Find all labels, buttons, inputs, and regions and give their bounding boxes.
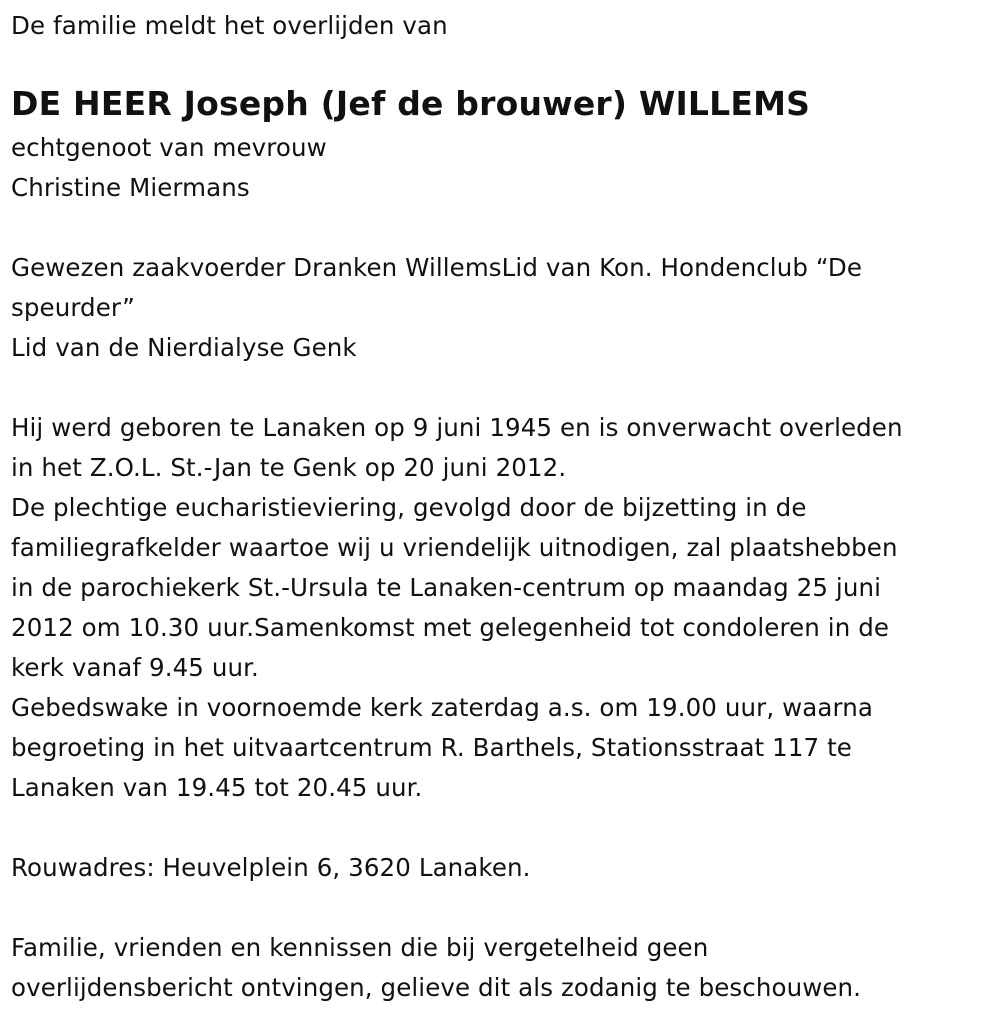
spacer: [11, 808, 988, 848]
deceased-name: DE HEER Joseph (Jef de brouwer) WILLEMS: [11, 84, 811, 123]
body-line: Lanaken van 19.45 tot 20.45 uur.: [11, 773, 423, 802]
body-line: 2012 om 10.30 uur.Samenkomst met gelegenheid tot condoleren in de: [11, 613, 890, 642]
functions-line-2: speurder”: [11, 293, 135, 322]
body-line: Gebedswake in voornoemde kerk zaterdag a.s. om 19.00 uur, waarna: [11, 693, 873, 722]
body-line: kerk vanaf 9.45 uur.: [11, 653, 259, 682]
body-line: Hij werd geboren te Lanaken op 9 juni 1945 en is onverwacht overleden: [11, 413, 903, 442]
closing-line-1: Familie, vrienden en kennissen die bij vergetelheid geen: [11, 933, 709, 962]
spouse-line-2: Christine Miermans: [11, 173, 250, 202]
closing-line-2: overlijdensbericht ontvingen, gelieve dit als zodanig te beschouwen.: [11, 973, 862, 1002]
body-line: in het Z.O.L. St.-Jan te Genk op 20 juni 2012.: [11, 453, 567, 482]
spouse-line-1: echtgenoot van mevrouw: [11, 133, 327, 162]
body-line: De plechtige eucharistieviering, gevolgd door de bijzetting in de: [11, 493, 807, 522]
body-line: begroeting in het uitvaartcentrum R. Barthels, Stationsstraat 117 te: [11, 733, 852, 762]
mourning-address: Rouwadres: Heuvelplein 6, 3620 Lanaken.: [11, 853, 531, 882]
spacer: [11, 368, 988, 408]
functions-line-3: Lid van de Nierdialyse Genk: [11, 333, 357, 362]
spacer: [11, 208, 988, 248]
spacer: [11, 888, 988, 928]
body-line: in de parochiekerk St.-Ursula te Lanaken-centrum op maandag 25 juni: [11, 573, 881, 602]
body-line: familiegrafkelder waartoe wij u vriendelijk uitnodigen, zal plaatshebben: [11, 533, 898, 562]
intro-text: De familie meldt het overlijden van: [11, 11, 448, 40]
functions-line-1: Gewezen zaakvoerder Dranken WillemsLid van Kon. Hondenclub “De: [11, 253, 863, 282]
